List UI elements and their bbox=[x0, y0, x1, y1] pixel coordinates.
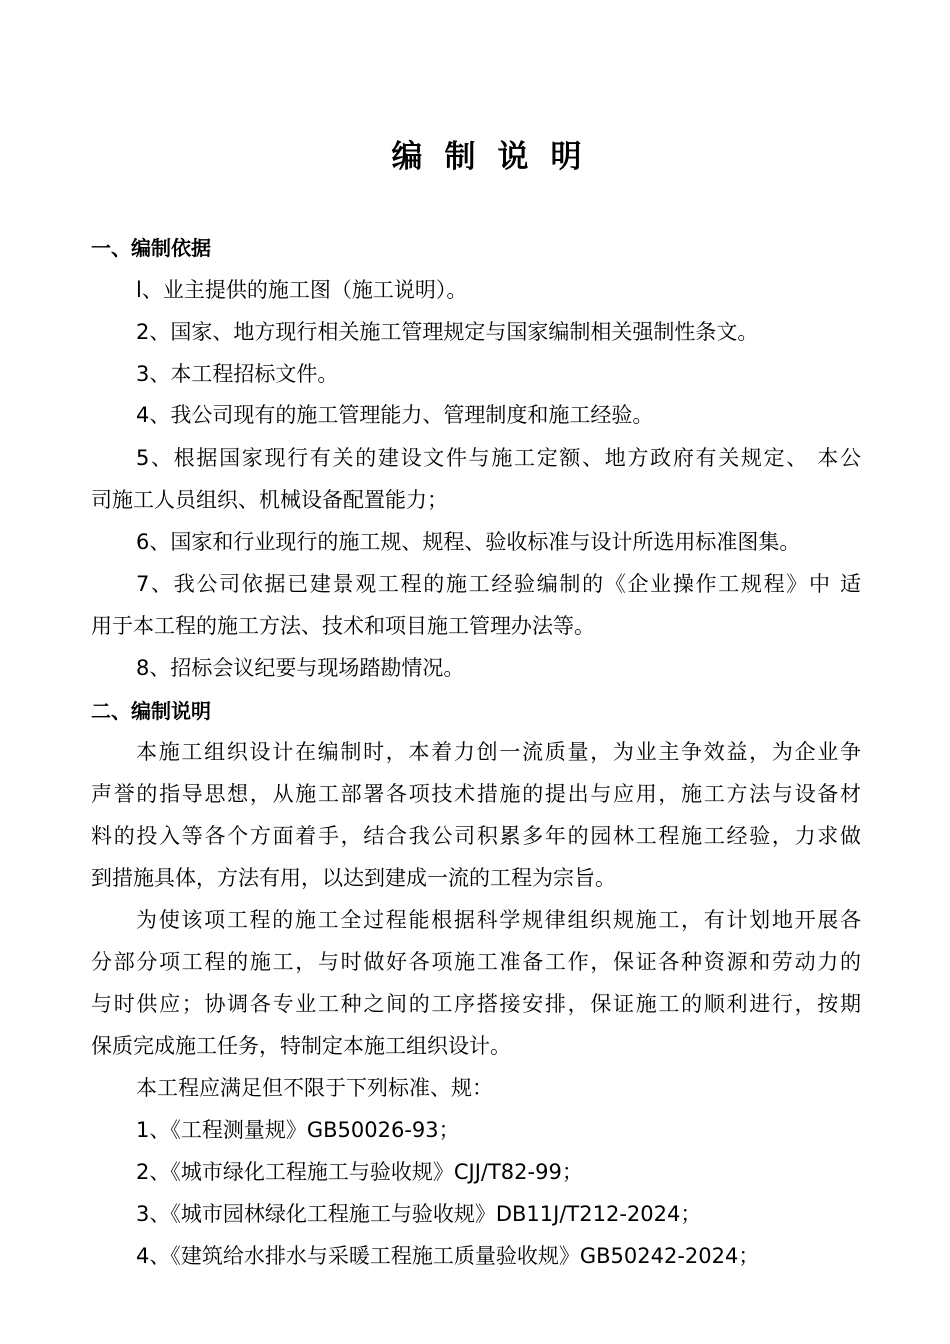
basis-item-3: 3、本工程招标文件。 bbox=[136, 362, 339, 386]
basis-item-6: 6、国家和行业现行的施工规、规程、验收标准与设计所选用标准图集。 bbox=[136, 530, 801, 554]
section-heading-basis: 一、编制依据 bbox=[91, 236, 211, 260]
basis-item-5-line-2: 司施工人员组织、机械设备配置能力； bbox=[91, 488, 448, 512]
basis-item-7-line-2: 用于本工程的施工方法、技术和项目施工管理办法等。 bbox=[91, 614, 595, 638]
description-para-1-line-2: 声誉的指导思想，从施工部署各项技术措施的提出与应用，施工方法与设备材 bbox=[91, 782, 861, 806]
standard-item-4: 4、《建筑给水排水与采暖工程施工质量验收规》GB50242-2024； bbox=[136, 1244, 760, 1268]
basis-item-5-line-1: 5、根据国家现行有关的建设文件与施工定额、地方政府有关规定、 本公 bbox=[136, 446, 861, 470]
standard-item-1: 1、《工程测量规》GB50026-93； bbox=[136, 1118, 460, 1142]
basis-item-7-line-1: 7、我公司依据已建景观工程的施工经验编制的《企业操作工规程》中 适 bbox=[136, 572, 861, 596]
description-para-1-line-3: 料的投入等各个方面着手，结合我公司积累多年的园林工程施工经验，力求做 bbox=[91, 824, 861, 848]
basis-item-2: 2、国家、地方现行相关施工管理规定与国家编制相关强制性条文。 bbox=[136, 320, 759, 344]
basis-item-4: 4、我公司现有的施工管理能力、管理制度和施工经验。 bbox=[136, 403, 654, 427]
section-heading-description: 二、编制说明 bbox=[91, 699, 211, 723]
standard-item-3: 3、《城市园林绿化工程施工与验收规》DB11J/T212-2024； bbox=[136, 1202, 702, 1226]
basis-item-1: l、业主提供的施工图（施工说明）。 bbox=[136, 278, 468, 302]
description-para-2-line-1: 为使该项工程的施工全过程能根据科学规律组织规施工，有计划地开展各 bbox=[136, 908, 861, 932]
description-para-2-line-2: 分部分项工程的施工，与时做好各项施工准备工作，保证各种资源和劳动力的 bbox=[91, 950, 861, 974]
description-para-2-line-4: 保质完成施工任务，特制定本施工组织设计。 bbox=[91, 1034, 511, 1058]
document-title: 编制说明 bbox=[391, 139, 604, 175]
description-para-2-line-3: 与时供应；协调各专业工种之间的工序搭接安排，保证施工的顺利进行，按期 bbox=[91, 992, 861, 1016]
description-para-1-line-4: 到措施具体，方法有用，以达到建成一流的工程为宗旨。 bbox=[91, 866, 616, 890]
basis-item-8: 8、招标会议纪要与现场踏勘情况。 bbox=[136, 656, 465, 680]
standards-intro: 本工程应满足但不限于下列标准、规： bbox=[136, 1076, 493, 1100]
description-para-1-line-1: 本施工组织设计在编制时，本着力创一流质量，为业主争效益，为企业争 bbox=[136, 740, 861, 764]
standard-item-2: 2、《城市绿化工程施工与验收规》CJJ/T82-99； bbox=[136, 1160, 583, 1184]
